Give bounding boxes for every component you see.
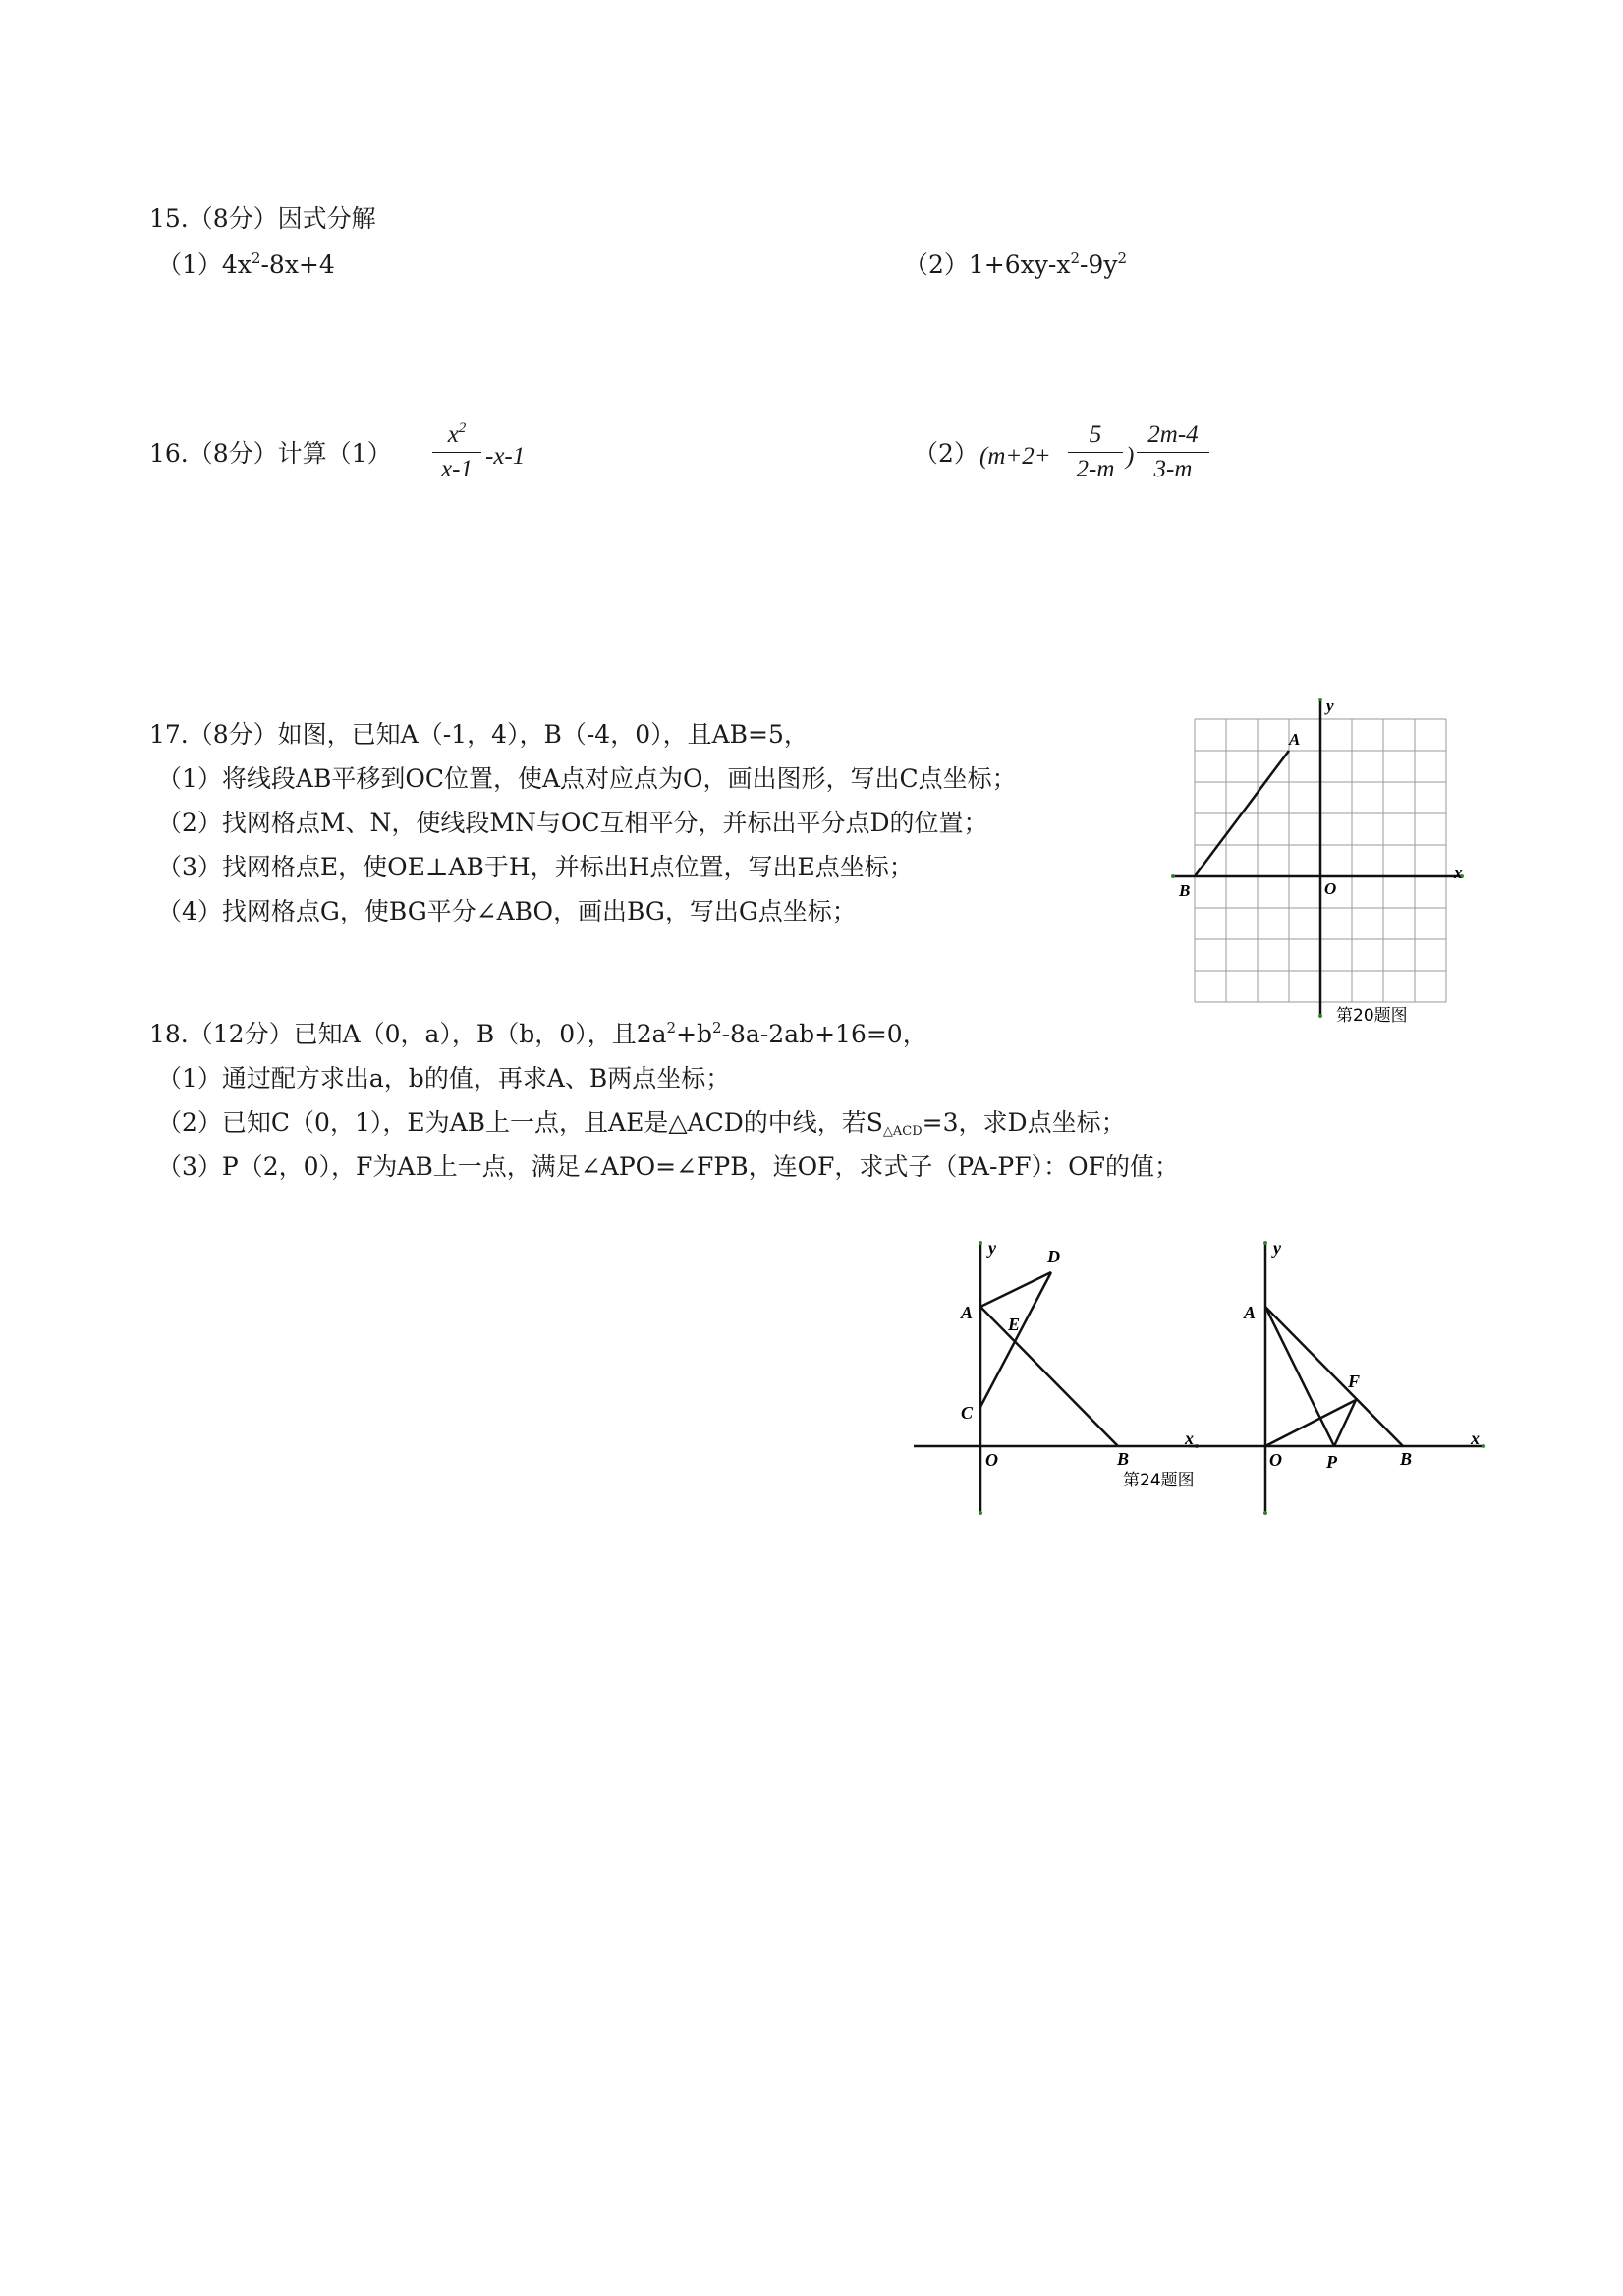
q16-f2-numerator: 5 <box>1089 421 1102 448</box>
q18-item-2-a: （2）已知C（0，1），E为AB上一点，且AE是△ACD的中线，若S <box>157 1108 883 1137</box>
q18-title-a: 18.（12分）已知A（0，a），B（b，0），且2a <box>149 1020 667 1048</box>
q16-f2-bar <box>1068 452 1123 453</box>
q17-item-1: （1）将线段AB平移到OC位置，使A点对应点为O，画出图形，写出C点坐标； <box>157 764 1017 793</box>
q16-f1-denominator: x-1 <box>441 456 473 482</box>
q16-f1-num-exp: 2 <box>458 420 467 436</box>
q15-part2-prefix: （2）1+6xy-x <box>904 251 1071 279</box>
q18-right-figure <box>1189 1238 1485 1515</box>
q16-title: 16.（8分）计算（1） <box>149 439 392 468</box>
q16-part2-close: ) <box>1126 443 1135 470</box>
q17-item-4: （4）找网格点G，使BG平分∠ABO，画出BG，写出G点坐标； <box>157 897 857 925</box>
axis-end-dot <box>1482 1444 1485 1448</box>
q18-item-2-b: =3，求D点坐标； <box>922 1108 1126 1137</box>
label-x: x <box>1471 1428 1480 1448</box>
q18-item-1: （1）通过配方求出a，b的值，再求A、B两点坐标； <box>157 1064 731 1092</box>
q17-item-2: （2）找网格点M、N，使线段MN与OC互相平分，并标出平分点D的位置； <box>157 809 988 837</box>
q17-title: 17.（8分）如图，已知A（-1，4），B（-4，0），且AB=5， <box>149 720 809 749</box>
q16-f3-denominator: 3-m <box>1153 456 1193 482</box>
segment-PF <box>1334 1400 1356 1446</box>
label-y: y <box>1326 697 1334 715</box>
axis-end-dot <box>1263 1511 1267 1515</box>
q15-part1 <box>157 251 335 280</box>
q18-figures <box>904 1223 1493 1528</box>
q16-part2-open: (m+2+ <box>979 443 1051 470</box>
fig24-caption: 第24题图 <box>1123 1471 1195 1490</box>
label-O: O <box>1324 879 1337 898</box>
label-O: O <box>985 1450 998 1470</box>
label-A: A <box>1289 730 1301 749</box>
q16-fraction-2 <box>1068 420 1123 484</box>
q18-title <box>149 1020 927 1049</box>
axis-end-dot <box>1263 1241 1267 1245</box>
q15-part2 <box>904 251 1127 280</box>
segment-AB <box>980 1307 1118 1446</box>
label-B: B <box>1117 1449 1130 1469</box>
segment-DC <box>980 1272 1051 1407</box>
label-P: P <box>1326 1452 1337 1472</box>
q15-part1-prefix: （1）4x <box>157 251 252 279</box>
q16-f3-bar <box>1137 452 1209 453</box>
q16-fraction-1 <box>432 420 481 484</box>
q16-f3-numerator: 2m-4 <box>1147 421 1199 448</box>
label-F: F <box>1348 1372 1361 1391</box>
label-B: B <box>1400 1449 1413 1469</box>
label-x: x <box>1185 1428 1194 1448</box>
q15-part1-exp: 2 <box>251 250 261 267</box>
axis-end-dot <box>1318 1014 1322 1018</box>
q16-f1-num-base: x <box>447 421 459 448</box>
q18-left-figure <box>914 1238 1199 1515</box>
label-x: x <box>1454 864 1463 882</box>
label-A: A <box>961 1303 974 1322</box>
label-C: C <box>961 1403 974 1423</box>
segment-OF <box>1265 1400 1356 1446</box>
axis-end-dot <box>1318 698 1322 701</box>
q16-f1-numerator <box>432 420 481 450</box>
q15-part2-mid: -9y <box>1079 251 1118 279</box>
segment-AB <box>1265 1307 1403 1446</box>
q16-f1-bar <box>432 452 481 453</box>
q18-item-2 <box>157 1108 1126 1138</box>
q18-title-c: -8a-2ab+16=0， <box>721 1020 927 1048</box>
q15-part2-exp2: 2 <box>1117 250 1128 267</box>
axis-end-dot <box>1171 874 1175 878</box>
q15-part1-rest: -8x+4 <box>260 251 335 279</box>
q18-item-2-sub: △ACD <box>882 1124 923 1139</box>
label-O: O <box>1269 1450 1282 1470</box>
q16-f2-denominator: 2-m <box>1076 456 1115 482</box>
segment-AD <box>980 1272 1051 1307</box>
q16-fraction-3 <box>1137 420 1209 484</box>
axis-end-dot <box>979 1241 982 1245</box>
axis-end-dot <box>979 1511 982 1515</box>
q16-part2-label: （2） <box>914 439 979 468</box>
q17-item-3: （3）找网格点E，使OE⊥AB于H，并标出H点位置，写出E点坐标； <box>157 853 914 881</box>
q15-part2-exp1: 2 <box>1070 250 1080 267</box>
label-D: D <box>1047 1247 1060 1266</box>
q18-title-exp2: 2 <box>712 1019 722 1036</box>
label-A: A <box>1244 1303 1257 1322</box>
q18-item-3: （3）P（2，0），F为AB上一点，满足∠APO=∠FPB，连OF，求式子（PA-PF）：OF的值； <box>157 1152 1179 1181</box>
q18-title-b: +b <box>676 1020 713 1048</box>
q16-f1-tail: -x-1 <box>485 443 526 470</box>
q18-title-exp1: 2 <box>666 1019 677 1036</box>
q15-title: 15.（8分）因式分解 <box>149 204 376 233</box>
q17-grid-figure <box>1159 688 1474 1032</box>
segment-AP <box>1265 1307 1334 1446</box>
label-y: y <box>988 1238 996 1258</box>
fig20-caption: 第20题图 <box>1336 1006 1408 1026</box>
label-y: y <box>1273 1238 1281 1258</box>
label-B: B <box>1179 881 1191 900</box>
label-E: E <box>1008 1315 1021 1334</box>
